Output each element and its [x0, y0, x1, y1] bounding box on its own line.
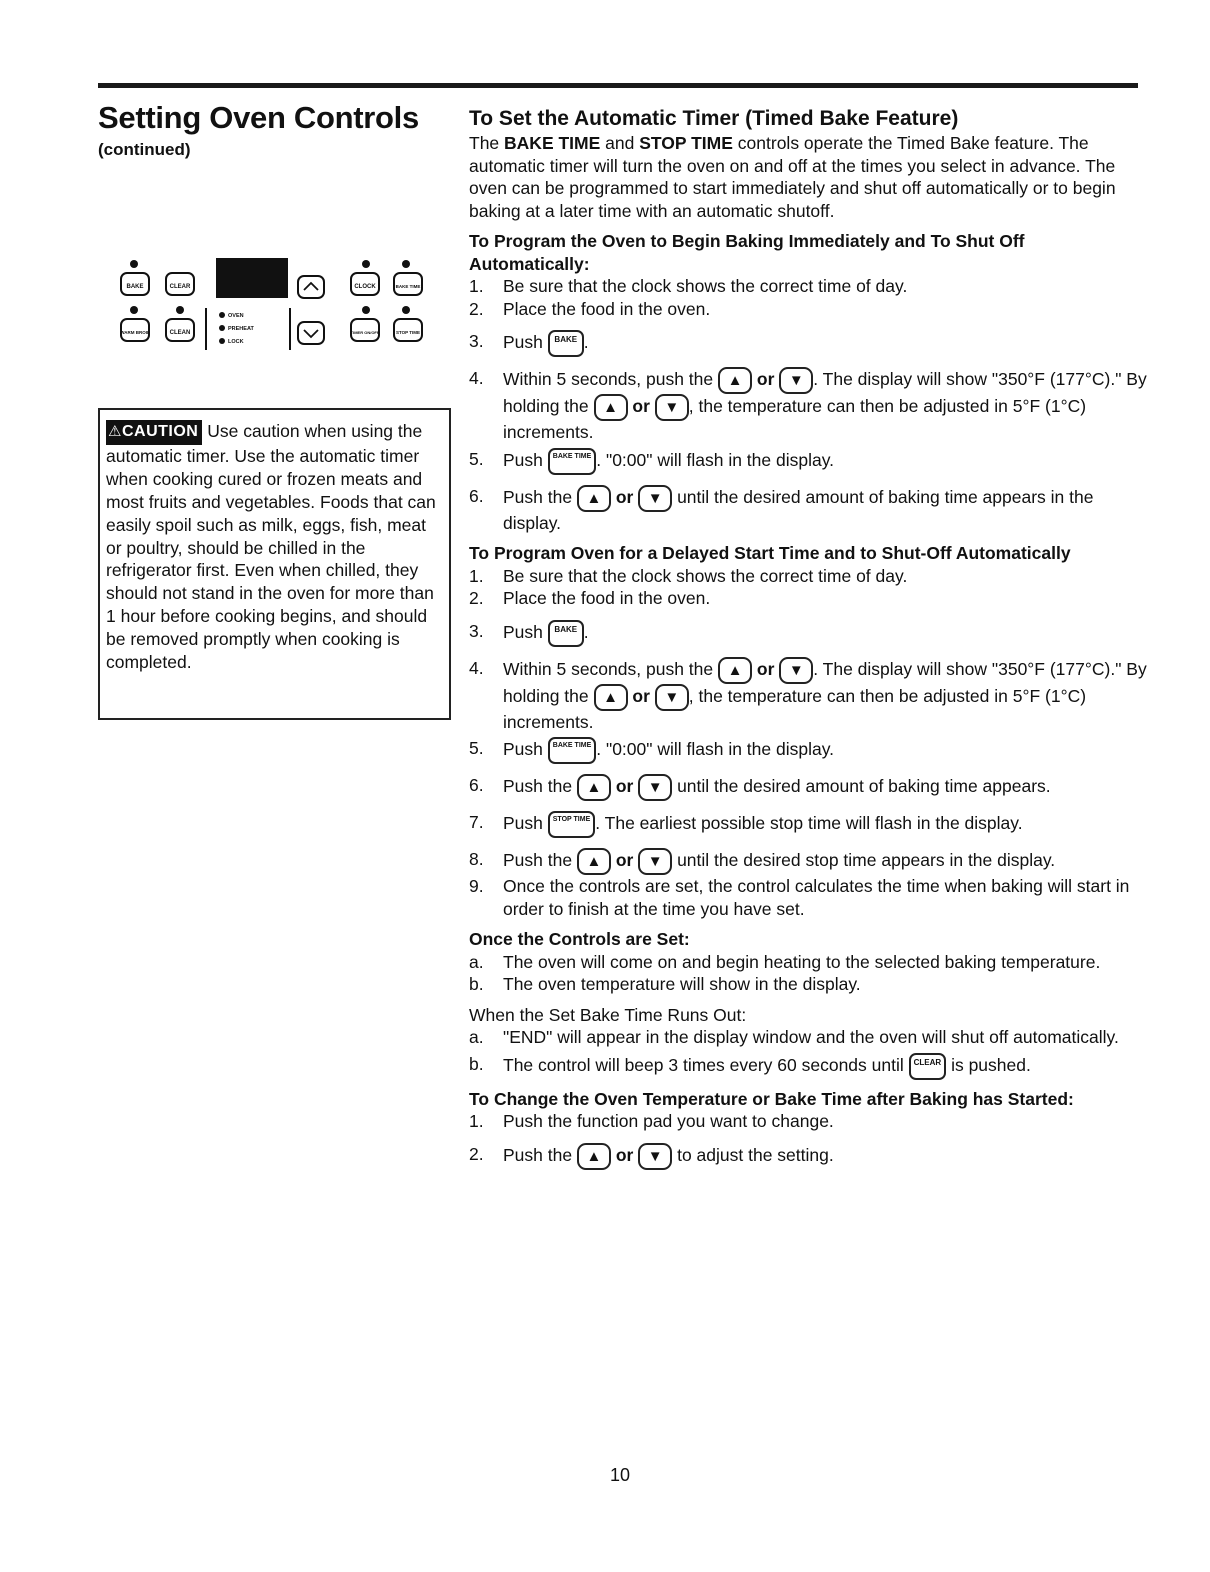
right-column	[469, 106, 1149, 1170]
up-arrow-icon: ▲	[718, 657, 752, 684]
list-item: 4. Within 5 seconds, push the ▲ or ▼ . The display will show "350°F (177°C)." By holding the ▲ or ▼ , the temperature can then be adjusted in 5°F (1°C) increments.	[469, 657, 1147, 732]
up-arrow-icon: ▲	[577, 485, 611, 512]
up-arrow-icon: ▲	[577, 1143, 611, 1170]
panel-label-bake: BAKE	[126, 284, 144, 290]
control-panel-diagram	[118, 258, 430, 354]
page-title: Setting Oven Controls	[98, 100, 419, 135]
panel-label-clock: CLOCK	[354, 284, 376, 290]
list-item: a. The oven will come on and begin heating to the selected baking temperature.	[469, 951, 1101, 972]
list-item: 7. Push STOP TIME . The earliest possible stop time will flash in the display.	[469, 811, 1149, 838]
bake-key-icon: BAKE	[548, 620, 584, 647]
panel-indicator-preheat: PREHEAT	[228, 326, 254, 332]
bake-key-icon: BAKE	[548, 330, 584, 357]
left-column	[98, 100, 448, 160]
immediate-steps	[469, 275, 1149, 534]
warning-icon: ⚠	[108, 423, 122, 440]
panel-indicator-lock: LOCK	[228, 339, 244, 345]
panel-label-stop-time: STOP TIME	[395, 330, 421, 335]
bake-time-key-icon: BAKE TIME	[548, 737, 597, 764]
set-items	[469, 951, 1149, 996]
down-arrow-icon: ▼	[779, 657, 813, 684]
list-item: 5. Push BAKE TIME . "0:00" will flash in the display.	[469, 448, 1149, 475]
list-item: 6. Push the ▲ or ▼ until the desired amount of baking time appears.	[469, 774, 1149, 801]
section-set-heading: Once the Controls are Set:	[469, 929, 690, 949]
panel-label-clean: CLEAN	[169, 330, 191, 336]
clear-key-icon: CLEAR	[909, 1053, 947, 1080]
section-title: To Set the Automatic Timer (Timed Bake Feature)	[469, 107, 959, 130]
list-item: 2. Place the food in the oven.	[469, 298, 711, 319]
panel-label-warm-broil: WARM BROIL	[120, 330, 150, 335]
down-arrow-icon: ▼	[638, 774, 672, 801]
list-item: 6. Push the ▲ or ▼ until the desired amount of baking time appears in the display.	[469, 485, 1094, 533]
list-item: 4. Within 5 seconds, push the ▲ or ▼ . The display will show "350°F (177°C)." By holding the ▲ or ▼ , the temperature can then be adjusted in 5°F (1°C) increments.	[469, 368, 1147, 442]
caution-text: Use caution when using the automatic timer. Use the automatic timer when cooking cured or frozen meats and most fruits and vegetables. Foods that can easily spoil such as milk, eggs, fish, meat or poultry, should be chilled in the refrigerator first. Even when chilled, they should not stand in the oven for more than 1 hour before cooking begins, and should be removed promptly when cooking is completed.	[106, 421, 436, 673]
page-number: 10	[609, 1465, 631, 1485]
down-arrow-icon: ▼	[638, 848, 672, 875]
down-arrow-icon: ▼	[655, 684, 689, 711]
panel-display	[216, 258, 288, 298]
list-item: 3. Push BAKE .	[469, 330, 1149, 357]
list-item: 8. Push the ▲ or ▼ until the desired stop time appears in the display.	[469, 848, 1149, 875]
section-change-heading: To Change the Oven Temperature or Bake Time after Baking has Started:	[469, 1088, 1074, 1109]
runs-out-items	[469, 1026, 1149, 1080]
list-item: 2. Push the ▲ or ▼ to adjust the setting.	[469, 1143, 1149, 1170]
panel-label-timer: TIMER ON/OFF	[350, 330, 380, 335]
caution-label: ⚠CAUTION	[106, 420, 202, 445]
list-item: 2. Place the food in the oven.	[469, 588, 711, 608]
section-runs-out-heading: When the Set Bake Time Runs Out:	[469, 1004, 747, 1025]
list-item: b. The oven temperature will show in the display.	[469, 974, 861, 994]
list-item: 5. Push BAKE TIME . "0:00" will flash in the display.	[469, 737, 1149, 764]
down-arrow-icon: ▼	[638, 1143, 672, 1170]
caution-box	[98, 408, 451, 720]
panel-label-bake-time: BAKE TIME	[395, 284, 421, 289]
panel-label-clear: CLEAR	[169, 284, 191, 290]
list-item: 1. Be sure that the clock shows the correct time of day.	[469, 565, 908, 586]
panel-key-up	[298, 276, 324, 298]
up-arrow-icon: ▲	[577, 774, 611, 801]
delayed-steps	[469, 565, 1149, 921]
list-item: 3. Push BAKE .	[469, 620, 1149, 647]
up-arrow-icon: ▲	[594, 684, 628, 711]
list-item: a. "END" will appear in the display window and the oven will shut off automatically.	[469, 1027, 1119, 1047]
section-immediate-heading: To Program the Oven to Begin Baking Immediately and To Shut Off Automatically:	[469, 231, 1025, 274]
change-steps	[469, 1110, 1149, 1170]
down-arrow-icon: ▼	[638, 485, 672, 512]
up-arrow-icon: ▲	[594, 394, 628, 421]
section-delayed-heading: To Program Oven for a Delayed Start Time and to Shut-Off Automatically	[469, 543, 1071, 563]
list-item: b. The control will beep 3 times every 60 seconds until CLEAR is pushed.	[469, 1053, 1149, 1080]
up-arrow-icon: ▲	[577, 848, 611, 875]
page-subtitle: (continued)	[98, 140, 191, 159]
list-item: 1. Push the function pad you want to change.	[469, 1111, 834, 1131]
header-rule	[98, 83, 1138, 88]
list-item: 1. Be sure that the clock shows the correct time of day.	[469, 276, 908, 296]
intro-paragraph: The BAKE TIME and STOP TIME controls operate the Timed Bake feature. The automatic timer will turn the oven on and off at the times you select in advance. The oven can be programmed to start immediately and shut off automatically or to begin baking at a later time with an automatic shutoff.	[469, 133, 1116, 221]
down-arrow-icon: ▼	[779, 367, 813, 394]
stop-time-key-icon: STOP TIME	[548, 811, 595, 838]
up-arrow-icon: ▲	[718, 367, 752, 394]
list-item: 9. Once the controls are set, the control calculates the time when baking will start in order to finish at the time you have set.	[469, 876, 1130, 919]
panel-key-down	[298, 322, 324, 344]
bake-time-key-icon: BAKE TIME	[548, 448, 597, 475]
panel-indicator-oven: OVEN	[228, 313, 244, 319]
down-arrow-icon: ▼	[655, 394, 689, 421]
